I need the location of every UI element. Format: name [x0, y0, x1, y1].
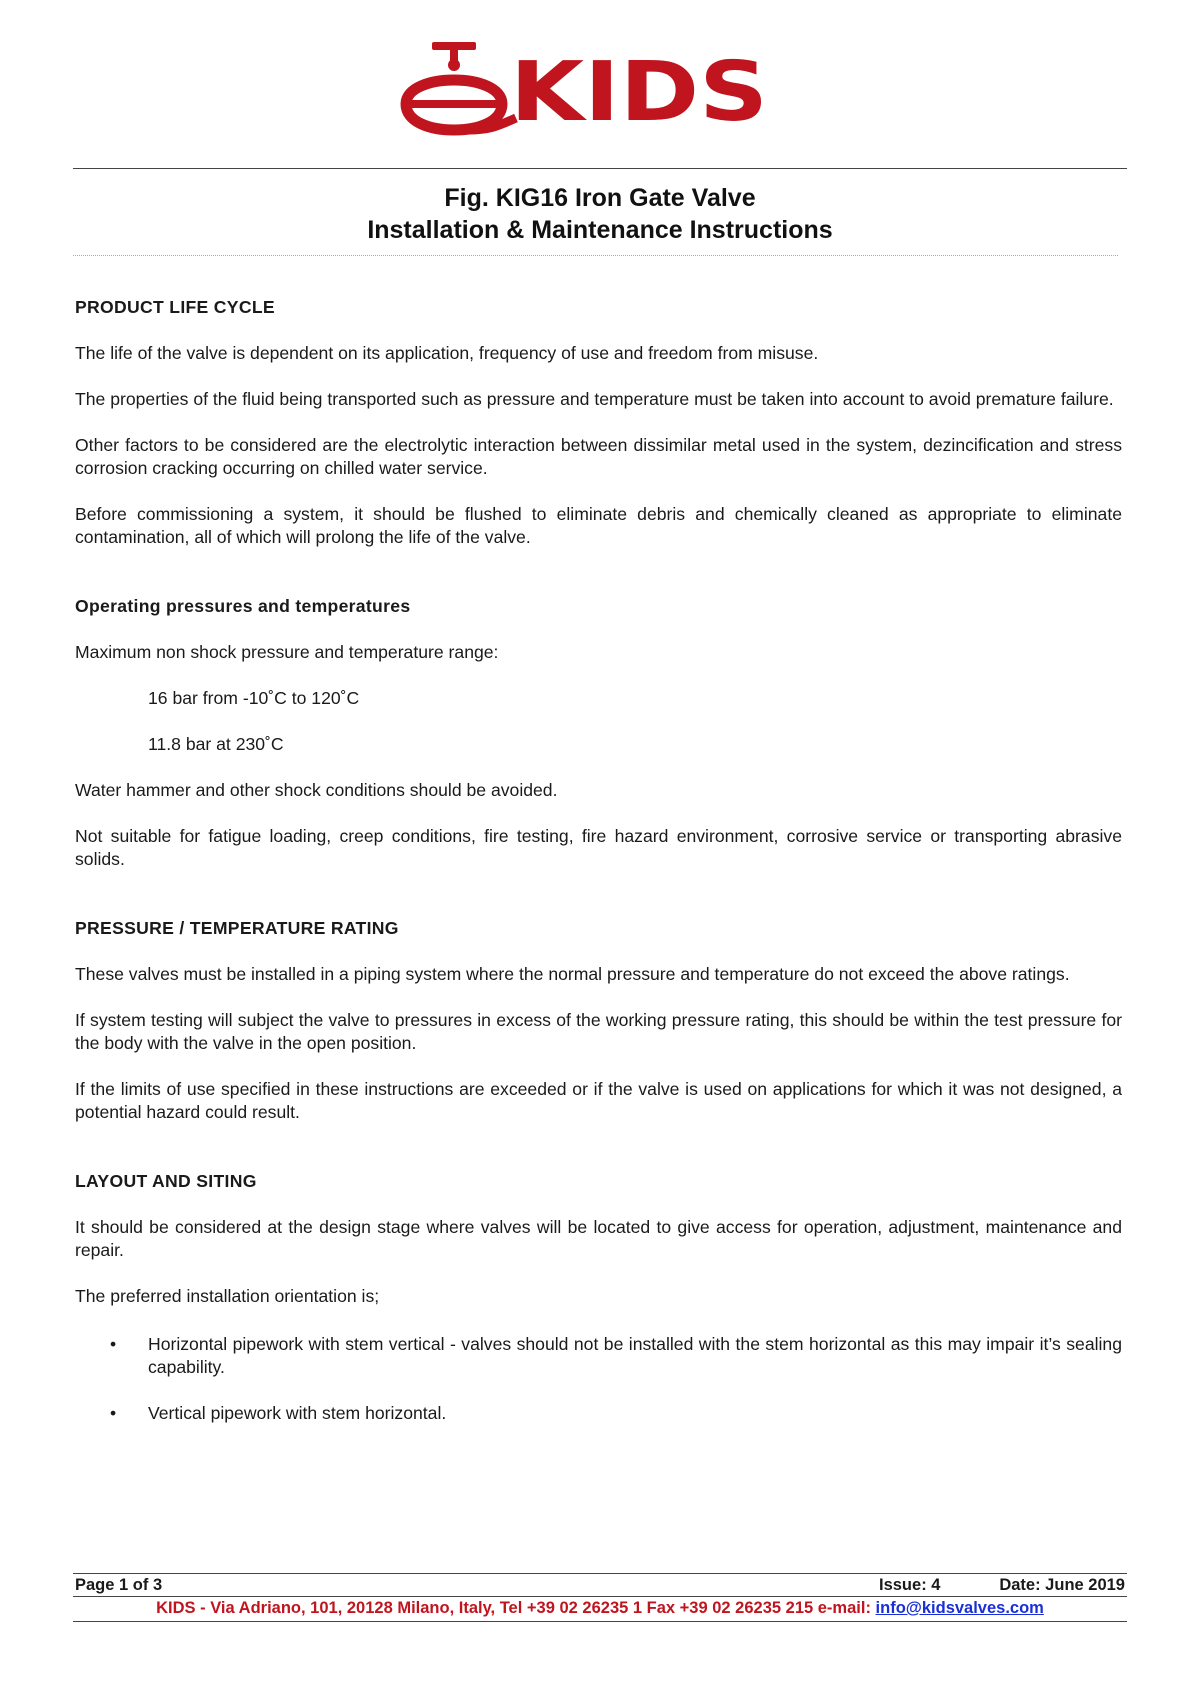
operating-range-1: 16 bar from -10˚C to 120˚C — [148, 688, 360, 708]
layout-p1: It should be considered at the design stage where valves will be located to give access for operation, adjustment, maintenance and repair. — [75, 1217, 1122, 1260]
kids-logo — [398, 38, 798, 138]
address-text: KIDS - Via Adriano, 101, 20128 Milano, Italy, Tel +39 02 26235 1 Fax +39 02 26235 215 e-mail: — [156, 1599, 876, 1617]
life-cycle-p1: The life of the valve is dependent on its application, frequency of use and freedom from misuse. — [75, 343, 819, 363]
bullet-icon: • — [110, 1403, 117, 1423]
layout-p2: The preferred installation orientation is; — [75, 1286, 380, 1306]
document-body — [75, 296, 1122, 1425]
valve-mark-icon — [406, 42, 516, 130]
operating-p3: Not suitable for fatigue loading, creep conditions, fire testing, fire hazard environment, corrosive service or transporting abrasive solids. — [75, 826, 1122, 869]
rating-p1: These valves must be installed in a piping system where the normal pressure and temperature do not exceed the above ratings. — [75, 964, 1070, 984]
operating-range-2: 11.8 bar at 230˚C — [148, 734, 284, 754]
page-number: Page 1 of 3 — [75, 1576, 163, 1594]
life-cycle-p2: The properties of the fluid being transported such as pressure and temperature must be taken into account to avoid premature failure. — [75, 389, 1114, 409]
footer-address — [73, 1597, 1127, 1619]
rating-p3: If the limits of use specified in these instructions are exceeded or if the valve is used on applications for which it was not designed, a potential hazard could result. — [75, 1079, 1122, 1122]
rating-p2: If system testing will subject the valve to pressures in excess of the working pressure rating, this should be within the test pressure for the body with the valve in the open position. — [75, 1010, 1122, 1053]
bullet-text-2: Vertical pipework with stem horizontal. — [148, 1403, 447, 1423]
header-rule — [73, 168, 1127, 169]
bullet-icon: • — [110, 1334, 117, 1354]
footer-rule-bottom — [73, 1621, 1127, 1622]
life-cycle-heading: PRODUCT LIFE CYCLE — [75, 297, 275, 317]
email-link[interactable]: info@kidsvalves.com — [875, 1599, 1044, 1617]
page-title — [73, 182, 1127, 246]
operating-heading: Operating pressures and temperatures — [75, 596, 411, 616]
operating-p1: Maximum non shock pressure and temperature range: — [75, 642, 499, 662]
rating-heading: PRESSURE / TEMPERATURE RATING — [75, 918, 399, 938]
issue-number: Issue: 4 — [879, 1576, 941, 1594]
title-line-1: Fig. KIG16 Iron Gate Valve — [444, 184, 756, 212]
bullet-text-1: Horizontal pipework with stem vertical - valves should not be installed with the stem horizontal as this may impair it’s sealing capability. — [148, 1334, 1122, 1377]
list-item — [75, 1333, 1122, 1379]
life-cycle-p4: Before commissioning a system, it should be flushed to eliminate debris and chemically cleaned as appropriate to eliminate contamination, all of which will prolong the life of the valve. — [75, 504, 1122, 547]
logo-text: KIDS — [510, 45, 768, 138]
title-line-2: Installation & Maintenance Instructions — [367, 216, 833, 244]
title-divider — [73, 255, 1118, 256]
list-item — [75, 1402, 1122, 1425]
operating-p2: Water hammer and other shock conditions should be avoided. — [75, 780, 558, 800]
issue-date: Date: June 2019 — [999, 1576, 1125, 1594]
life-cycle-p3: Other factors to be considered are the electrolytic interaction between dissimilar metal used in the system, dezincification and stress corrosion cracking occurring on chilled water service. — [75, 435, 1122, 478]
layout-heading: LAYOUT AND SITING — [75, 1171, 257, 1191]
footer-meta — [75, 1574, 1125, 1596]
